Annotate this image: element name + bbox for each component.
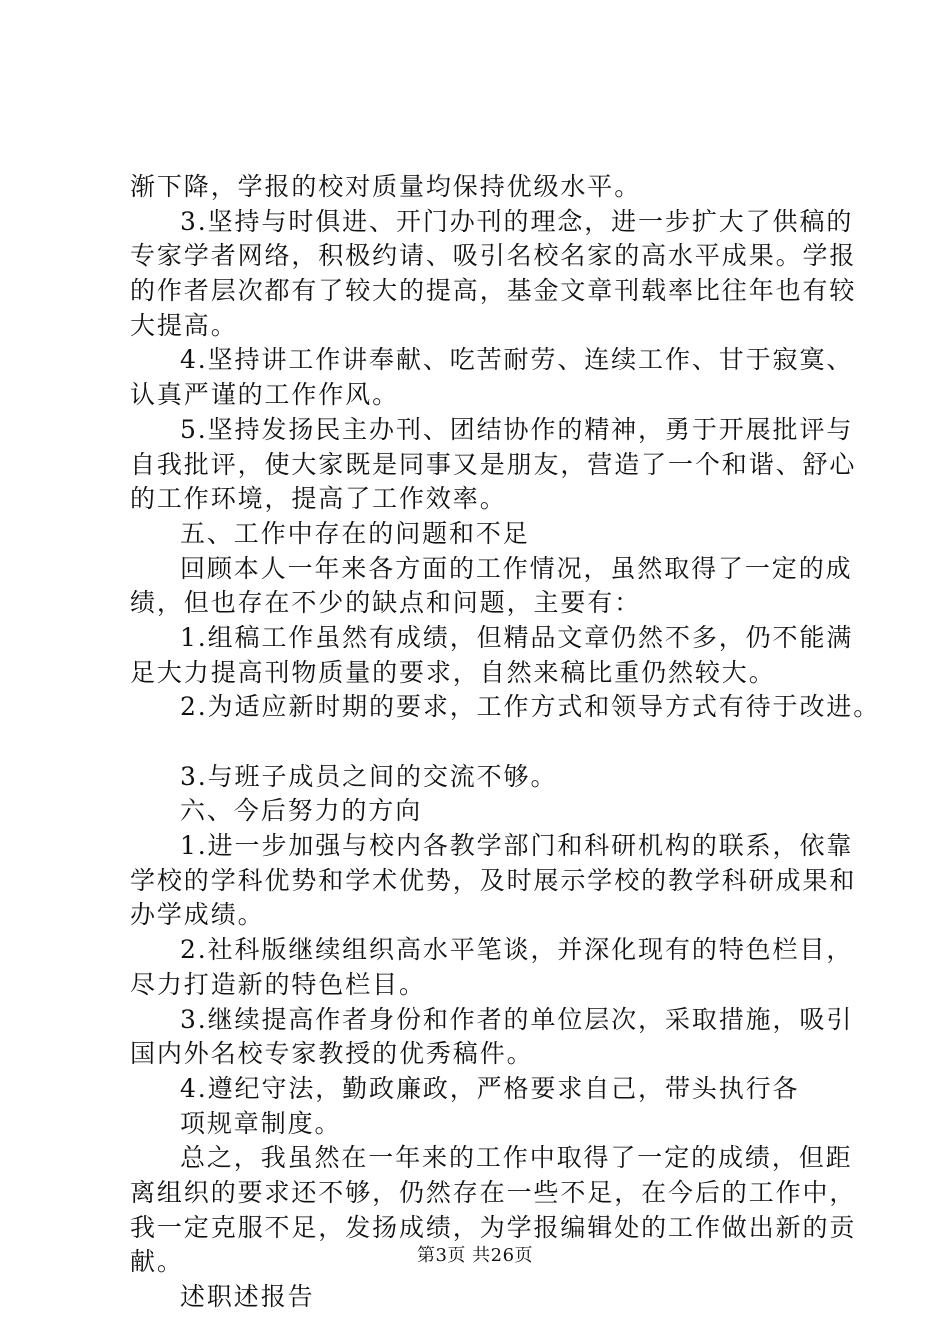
text-line: 回顾本人一年来各方面的工作情况，虽然取得了一定的成 bbox=[180, 553, 853, 583]
text-line: 4.遵纪守法，勤政廉政，严格要求自己，带头执行各 bbox=[180, 1073, 800, 1103]
text-line: 渐下降，学报的校对质量均保持优级水平。 bbox=[130, 172, 642, 201]
text-line: 自我批评，使大家既是同事又是朋友，营造了一个和谐、舒心 bbox=[130, 449, 857, 479]
blank-line bbox=[130, 725, 830, 760]
text-line: 尽力打造新的特色栏目。 bbox=[130, 969, 426, 999]
text-line: 的作者层次都有了较大的提高，基金文章刊载率比往年也有较 bbox=[130, 276, 857, 306]
text-line: 认真严谨的工作作风。 bbox=[130, 380, 400, 410]
text-line: 4.坚持讲工作讲奉献、吃苦耐劳、连续工作、甘于寂寞、 bbox=[180, 345, 854, 375]
text-line: 离组织的要求还不够，仍然存在一些不足，在今后的工作中， bbox=[130, 1177, 857, 1207]
text-line: 5.坚持发扬民主办刊、团结协作的精神，勇于开展批评与 bbox=[180, 414, 854, 444]
text-line: 绩，但也存在不少的缺点和问题，主要有： bbox=[130, 588, 642, 618]
text-line: 2.为适应新时期的要求，工作方式和领导方式有待于改进。 bbox=[180, 692, 881, 722]
text-line: 专家学者网络，积极约请、吸引名校名家的高水平成果。学报 bbox=[130, 241, 857, 271]
text-line: 项规章制度。 bbox=[180, 1108, 342, 1138]
text-line: 2.社科版继续组织高水平笔谈，并深化现有的特色栏目， bbox=[180, 935, 854, 965]
document-body bbox=[130, 170, 881, 1315]
text-line: 1.进一步加强与校内各教学部门和科研机构的联系，依靠 bbox=[180, 831, 854, 861]
text-line: 国内外名校专家教授的优秀稿件。 bbox=[130, 1039, 534, 1069]
text-line: 我一定克服不足，发扬成绩，为学报编辑处的工作做出新的贡 bbox=[130, 1212, 857, 1242]
text-line: 办学成绩。 bbox=[130, 900, 265, 930]
text-line: 的工作环境，提高了工作效率。 bbox=[130, 484, 507, 514]
text-line: 学校的学科优势和学术优势，及时展示学校的教学科研成果和 bbox=[130, 865, 857, 895]
text-line: 3.继续提高作者身份和作者的单位层次，采取措施，吸引 bbox=[180, 1004, 854, 1034]
text-line: 述职述报告 bbox=[180, 1282, 315, 1311]
section-heading: 六、今后努力的方向 bbox=[180, 796, 423, 826]
text-line: 大提高。 bbox=[130, 310, 238, 340]
text-line: 3.与班子成员之间的交流不够。 bbox=[180, 761, 558, 791]
text-line: 3.坚持与时俱进、开门办刊的理念，进一步扩大了供稿的 bbox=[180, 206, 854, 236]
text-line: 总之，我虽然在一年来的工作中取得了一定的成绩，但距 bbox=[180, 1143, 853, 1173]
text-line: 献。 bbox=[130, 1247, 184, 1277]
text-line: 1.组稿工作虽然有成绩，但精品文章仍然不多，仍不能满 bbox=[180, 622, 854, 652]
page-number-footer: 第3页 共26页 bbox=[416, 1245, 534, 1266]
text-line: 足大力提高刊物质量的要求，自然来稿比重仍然较大。 bbox=[130, 657, 776, 687]
section-heading: 五、工作中存在的问题和不足 bbox=[180, 518, 530, 548]
